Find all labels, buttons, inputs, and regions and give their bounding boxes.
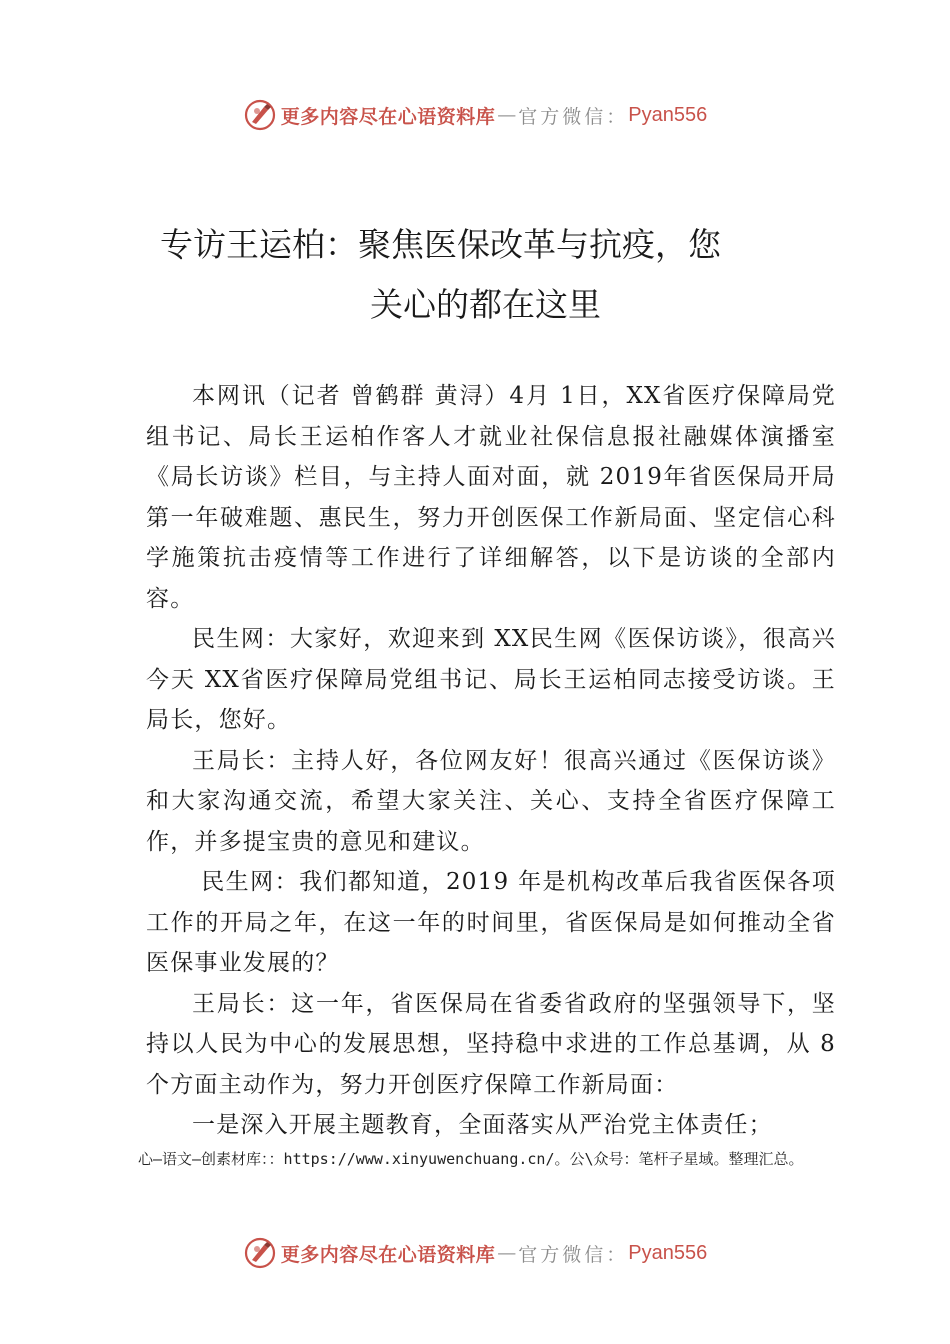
article-body	[146, 376, 836, 1146]
article-title-line-1: 专访王运柏：聚焦医保改革与抗疫，您	[160, 225, 721, 264]
paragraph: 王局长：主持人好，各位网友好！很高兴通过《医保访谈》和大家沟通交流，希望大家关注、关心、支持全省医疗保障工作，并多提宝贵的意见和建议。	[146, 747, 836, 855]
footer-banner	[0, 1233, 950, 1273]
source-footnote: 心—语文—创素材库：：https://www.xinyuwenchuang.cn/。公\众号：笔杆子星域。整理汇总。	[138, 1150, 804, 1168]
logo-icon	[243, 1236, 277, 1270]
paragraph: 一是深入开展主题教育，全面落实从严治党主体责任；	[192, 1112, 773, 1138]
banner-dash: —	[497, 104, 517, 126]
paragraph: 民生网：我们都知道，2019 年是机构改革后我省医保各项工作的开局之年，在这一年的时间里，省医保局是如何推动全省医保事业发展的？	[146, 869, 836, 976]
header-banner	[0, 95, 950, 135]
paragraph: 王局长：这一年，省医保局在省委省政府的坚强领导下，坚持以人民为中心的发展思想，坚持稳中求进的工作总基调，从 8个方面主动作为，努力开创医疗保障工作新局面：	[146, 990, 836, 1098]
wechat-id: Pyan556	[628, 1241, 708, 1264]
paragraph: 民生网：大家好，欢迎来到 XX民生网《医保访谈》，很高兴今天 XX省医疗保障局党组书记、局长王运柏同志接受访谈。王局长，您好。	[146, 626, 836, 733]
paragraph: 本网讯（记者 曾鹤群 黄浔）4月 1日，XX省医疗保障局党组书记、局长王运柏作客人才就业社保信息报社融媒体演播室《局长访谈》栏目，与主持人面对面，就 2019年省医保局开局第一年破难题、惠民生，努力开创医保工作新局面、坚定信心科学施策抗击疫情等工作进行了详细解答，以下是访谈的全部内容。	[146, 383, 836, 612]
wechat-id: Pyan556	[628, 103, 708, 126]
wechat-label: 官方微信：	[518, 1243, 629, 1266]
wechat-label: 官方微信：	[518, 105, 629, 128]
logo-icon	[243, 98, 277, 132]
promo-text: 更多内容尽在心语资料库	[280, 105, 496, 128]
banner-dash: —	[497, 1242, 517, 1264]
promo-text: 更多内容尽在心语资料库	[280, 1243, 496, 1266]
article-title-line-2: 关心的都在这里	[370, 285, 601, 324]
